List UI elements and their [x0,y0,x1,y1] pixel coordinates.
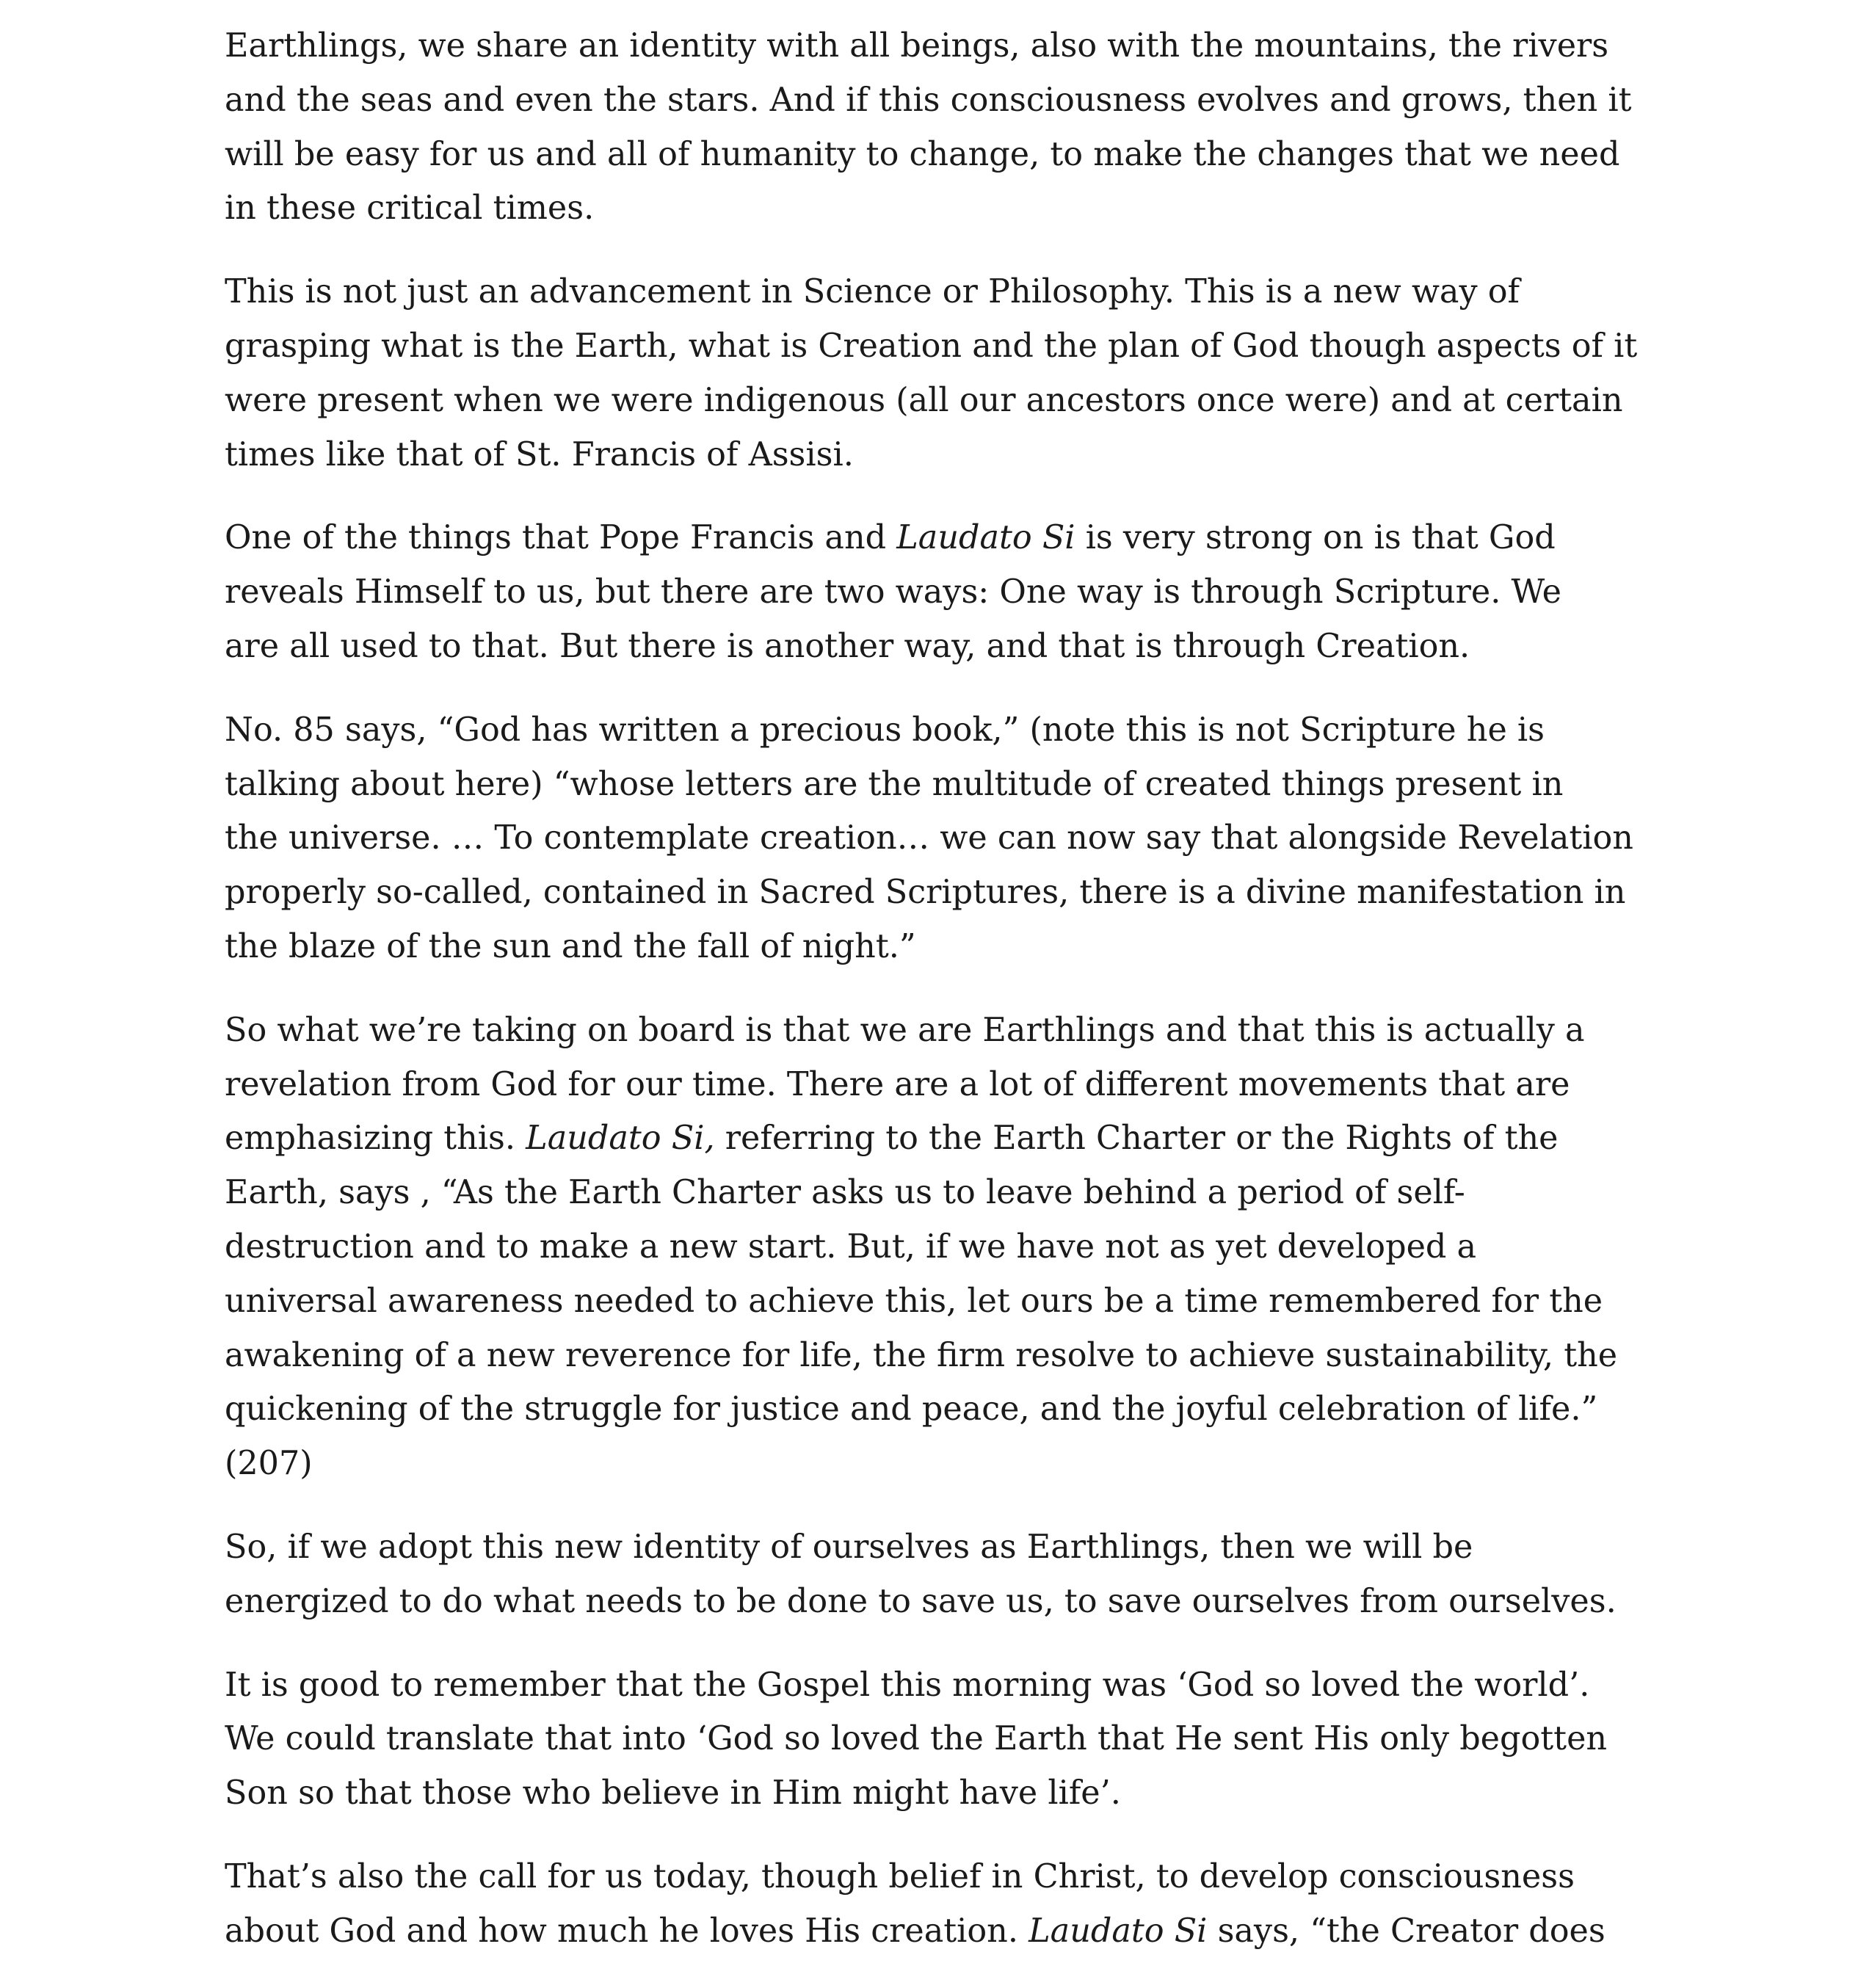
text-line [225,265,1678,319]
text-run: the blaze of the sun and the fall of night.” [225,927,916,965]
text-run: We could translate that into ‘God so loved the Earth that He sent His only begotten [225,1720,1608,1758]
text-line [225,1220,1678,1274]
text-run: in these critical times. [225,189,595,228]
text-line [225,73,1678,128]
paragraph [225,1850,1678,1959]
text-line [225,1575,1678,1629]
text-line [225,1437,1678,1491]
text-run: No. 85 says, “God has written a precious book,” (note this is not Scripture he is [225,711,1545,749]
text-line [225,703,1678,758]
text-line [225,511,1678,565]
text-line [225,758,1678,812]
text-line [225,1058,1678,1112]
paragraph [225,1004,1678,1491]
text-run: properly so-called, contained in Sacred Scriptures, there is a divine manifestation in [225,874,1626,912]
text-run: revelation from God for our time. There are a lot of different movements that are [225,1065,1570,1103]
text-line [225,1274,1678,1329]
text-run: the universe. … To contemplate creation… we can now say that alongside Revelation [225,819,1633,857]
text-line [225,319,1678,374]
text-run: will be easy for us and all of humanity to change, to make the changes that we need [225,135,1620,173]
text-run: Earthlings, we share an identity with all beings, also with the mountains, the rivers [225,27,1609,65]
paragraph [225,265,1678,482]
text-line [225,1520,1678,1575]
text-line [225,1166,1678,1220]
text-run: about God and how much he loves His creation. [225,1912,1029,1950]
text-run: universal awareness needed to achieve this, let ours be a time remembered for the [225,1282,1603,1320]
text-line [225,920,1678,974]
text-line [225,1712,1678,1766]
text-run: grasping what is the Earth, what is Creation and the plan of God though aspects of it [225,327,1638,365]
text-run: says, “the Creator does [1207,1912,1606,1950]
text-run: (207) [225,1445,313,1483]
text-run: This is not just an advancement in Science or Philosophy. This is a new way of [225,273,1520,311]
text-line [225,1766,1678,1821]
paragraph [225,19,1678,236]
text-run: energized to do what needs to be done to save us, to save ourselves from ourselves. [225,1582,1617,1620]
paragraph [225,1520,1678,1629]
paragraph [225,511,1678,673]
italic-title-text: Laudato Si [896,519,1075,557]
text-run: are all used to that. But there is another way, and that is through Creation. [225,627,1470,665]
text-run: emphasizing this. [225,1120,526,1158]
document-page [225,19,1678,1988]
italic-title-text: Laudato Si [1028,1912,1208,1950]
text-line [225,181,1678,236]
text-line [225,128,1678,182]
text-line [225,428,1678,482]
text-line [225,811,1678,866]
text-run: reveals Himself to us, but there are two ways: One way is through Scripture. We [225,573,1562,612]
text-run: quickening of the struggle for justice and peace, and the joyful celebration of life.” [225,1390,1598,1429]
paragraph [225,703,1678,974]
text-run: It is good to remember that the Gospel this morning was ‘God so loved the world’. [225,1666,1590,1704]
text-run: So, if we adopt this new identity of ourselves as Earthlings, then we will be [225,1528,1473,1566]
text-run: Earth, says , “As the Earth Charter asks us to leave behind a period of self- [225,1174,1465,1212]
text-line [225,1658,1678,1713]
text-run: and the seas and even the stars. And if this consciousness evolves and grows, then it [225,81,1632,119]
text-line [225,866,1678,920]
text-run: were present when we were indigenous (all our ancestors once were) and at certain [225,381,1623,419]
text-run: So what we’re taking on board is that we are Earthlings and that this is actually a [225,1011,1585,1049]
text-run: times like that of St. Francis of Assisi. [225,435,854,474]
text-line [225,1850,1678,1904]
italic-title-text: Laudato Si, [526,1120,715,1158]
text-run: talking about here) “whose letters are the multitude of created things present in [225,765,1564,803]
text-run: is very strong on is that God [1075,519,1556,557]
text-line [225,565,1678,620]
text-run: That’s also the call for us today, though belief in Christ, to develop consciousness [225,1857,1575,1896]
text-run: One of the things that Pope Francis and [225,519,897,557]
text-line [225,1111,1678,1166]
text-line [225,19,1678,73]
text-run: Son so that those who believe in Him might have life’. [225,1774,1121,1813]
text-run: referring to the Earth Charter or the Rights of the [714,1120,1559,1158]
text-line [225,1382,1678,1437]
text-line [225,1329,1678,1383]
text-line [225,620,1678,674]
text-line [225,1004,1678,1058]
text-run: awakening of a new reverence for life, the firm resolve to achieve sustainability, the [225,1336,1618,1374]
text-line [225,374,1678,428]
text-line [225,1904,1678,1959]
text-run: destruction and to make a new start. But, if we have not as yet developed a [225,1227,1477,1266]
paragraph [225,1658,1678,1821]
